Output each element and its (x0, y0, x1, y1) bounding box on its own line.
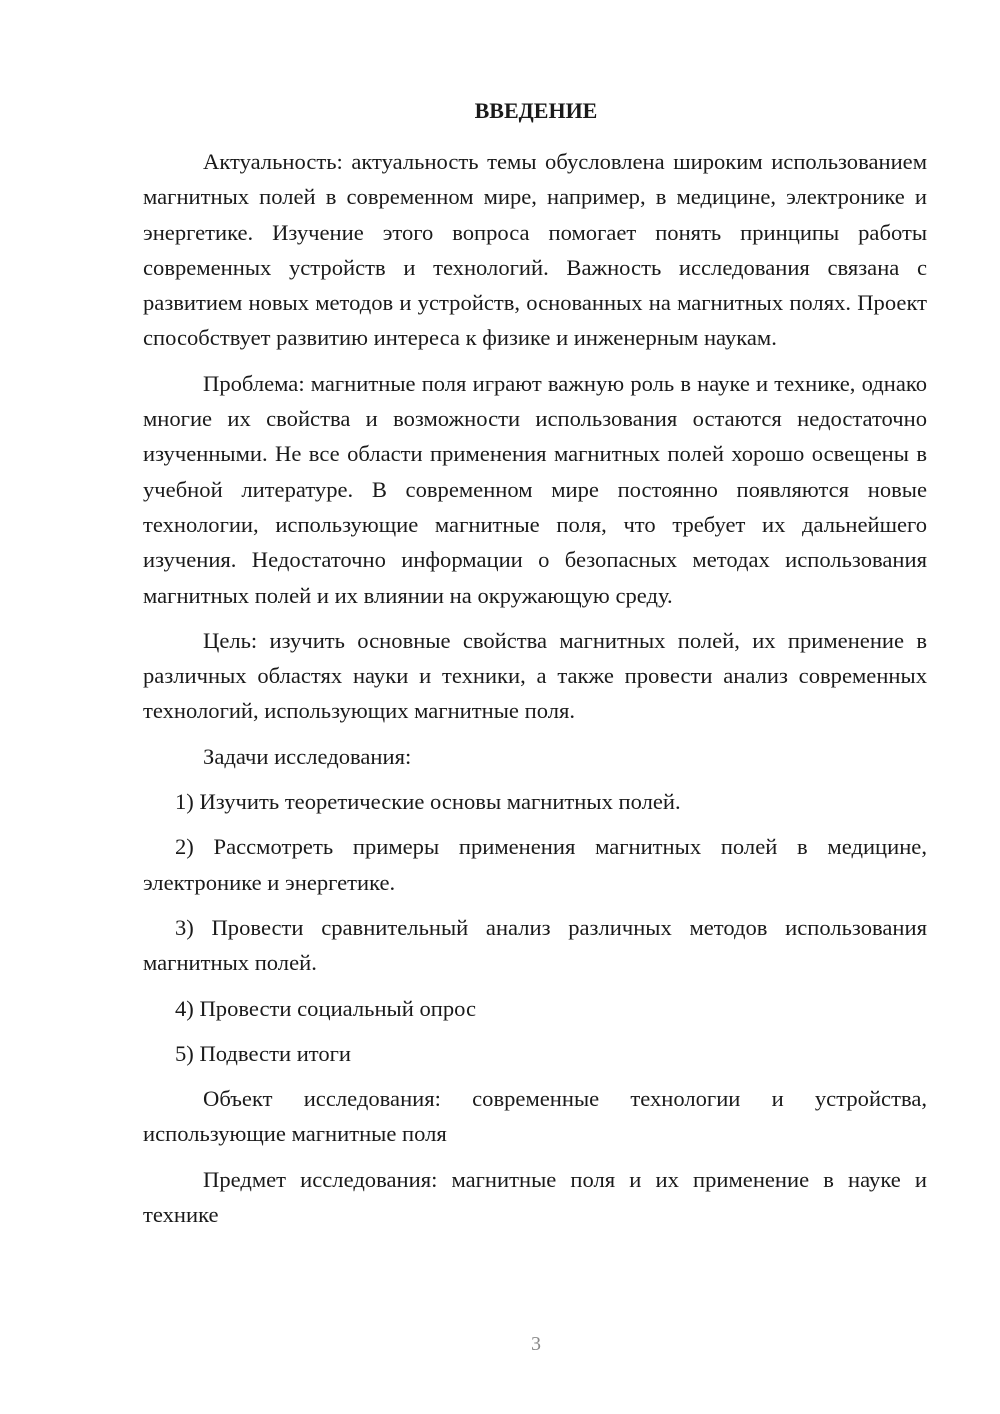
goal-paragraph: Цель: изучить основные свойства магнитных полей, их применение в различных областях науки и техники, а также провести анализ современных технологий, использующих магнитные поля. (143, 627, 927, 724)
task-item-2: 2) Рассмотреть примеры применения магнитных полей в медицине, электронике и энергетике. (143, 834, 927, 895)
tasks-heading: Задачи исследования: (203, 743, 412, 769)
task-item-1: 1) Изучить теоретические основы магнитных полей. (175, 789, 681, 815)
document-page (143, 95, 927, 1242)
subject-paragraph: Предмет исследования: магнитные поля и их применение в науке и технике (143, 1166, 927, 1228)
page-number: 3 (531, 1333, 541, 1355)
relevance-paragraph: Актуальность: актуальность темы обусловлена широким использованием магнитных полей в современном мире, например, в медицине, электронике и энергетике. Изучение этого вопроса помогает понять принципы работы современных устройств и технологий. Важность исследования связана с развитием новых методов и устройств, основанных на магнитных полях. Проект способствует развитию интереса к физике и инженерным наукам. (143, 149, 927, 351)
page-title: ВВЕДЕНИЕ (474, 98, 598, 123)
task-item-4: 4) Провести социальный опрос (175, 995, 477, 1021)
object-paragraph: Объект исследования: современные технологии и устройства, использующие магнитные поля (143, 1086, 927, 1147)
task-item-3: 3) Провести сравнительный анализ различных методов использования магнитных полей. (143, 914, 927, 976)
problem-paragraph: Проблема: магнитные поля играют важную роль в науке и технике, однако многие их свойства и возможности использования остаются недостаточно изученными. Не все области применения магнитных полей хорошо освещены в учебной литературе. В современном мире постоянно появляются новые технологии, использующие магнитные поля, что требует их дальнейшего изучения. Недостаточно информации о безопасных методах использования магнитных полей и их влиянии на окружающую среду. (143, 370, 927, 608)
task-item-5: 5) Подвести итоги (175, 1040, 352, 1066)
